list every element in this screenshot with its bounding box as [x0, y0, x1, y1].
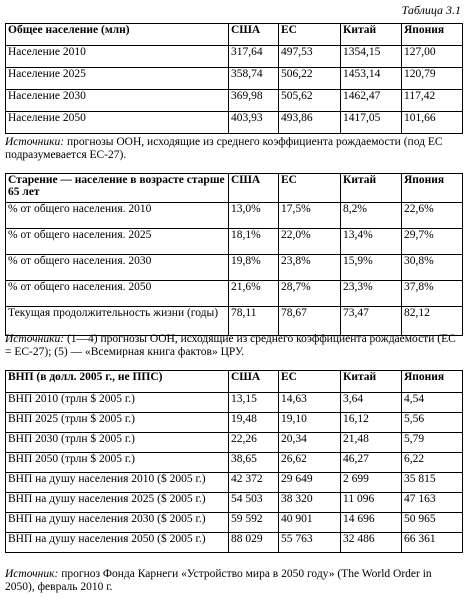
table-row [6, 68, 463, 90]
table-row [6, 533, 463, 553]
cell-value: 4,54 [402, 393, 463, 413]
table-row [6, 255, 463, 281]
cell-value: 28,7% [279, 281, 341, 307]
aging-table [5, 173, 463, 336]
cell-value: 11 096 [341, 493, 402, 513]
table-row [6, 453, 463, 473]
cell-value: 120,79 [402, 68, 463, 90]
cell-value: 46,27 [341, 453, 402, 473]
cell-value: 29,7% [402, 229, 463, 255]
cell-value: 40 901 [279, 513, 341, 533]
cell-value: 18,1% [229, 229, 279, 255]
cell-value: 73,47 [341, 307, 402, 336]
cell-value: 42 372 [229, 473, 279, 493]
cell-value: 117,42 [402, 90, 463, 112]
column-header: ЕС [279, 174, 341, 203]
column-header: Китай [341, 371, 402, 393]
cell-value: 23,3% [341, 281, 402, 307]
row-label: Население 2030 [6, 90, 229, 112]
table-caption: Таблица 3.1 [401, 3, 461, 17]
table-header-row [6, 24, 463, 46]
table-row [6, 513, 463, 533]
cell-value: 1453,14 [341, 68, 402, 90]
cell-value: 369,98 [229, 90, 279, 112]
source-note [5, 568, 462, 594]
population-table [5, 23, 463, 134]
cell-value: 32 486 [341, 533, 402, 553]
cell-value: 13,0% [229, 203, 279, 229]
gdp-table [5, 370, 463, 553]
cell-value: 59 592 [229, 513, 279, 533]
source-label: Источник: [5, 568, 59, 580]
cell-value: 21,48 [341, 433, 402, 453]
cell-value: 23,8% [279, 255, 341, 281]
cell-value: 493,86 [279, 112, 341, 134]
table-row [6, 473, 463, 493]
cell-value: 21,6% [229, 281, 279, 307]
row-label: ВНП 2030 (трлн $ 2005 г.) [6, 433, 229, 453]
row-label: ВНП на душу населения 2010 ($ 2005 г.) [6, 473, 229, 493]
cell-value: 127,00 [402, 46, 463, 68]
cell-value: 22,6% [402, 203, 463, 229]
row-label: ВНП на душу населения 2025 ($ 2005 г.) [6, 493, 229, 513]
row-label: % от общего населения. 2010 [6, 203, 229, 229]
row-label: ВНП 2010 (трлн $ 2005 г.) [6, 393, 229, 413]
cell-value: 506,22 [279, 68, 341, 90]
cell-value: 19,8% [229, 255, 279, 281]
table-row [6, 90, 463, 112]
cell-value: 22,26 [229, 433, 279, 453]
table-row [6, 307, 463, 336]
column-header: Япония [402, 174, 463, 203]
row-label: % от общего населения. 2030 [6, 255, 229, 281]
cell-value: 82,12 [402, 307, 463, 336]
table-row [6, 281, 463, 307]
table-row [6, 229, 463, 255]
column-header: Китай [341, 174, 402, 203]
row-label: % от общего населения. 2050 [6, 281, 229, 307]
column-header: США [229, 174, 279, 203]
row-label: Население 2010 [6, 46, 229, 68]
cell-value: 1354,15 [341, 46, 402, 68]
row-label: Население 2050 [6, 112, 229, 134]
cell-value: 22,0% [279, 229, 341, 255]
cell-value: 14,63 [279, 393, 341, 413]
table-row [6, 203, 463, 229]
cell-value: 19,48 [229, 413, 279, 433]
row-label: ВНП 2025 (трлн $ 2005 г.) [6, 413, 229, 433]
cell-value: 6,22 [402, 453, 463, 473]
cell-value: 37,8% [402, 281, 463, 307]
table-title: Старение — население в возрасте старше 65 лет [6, 174, 229, 203]
cell-value: 14 696 [341, 513, 402, 533]
row-label: % от общего населения. 2025 [6, 229, 229, 255]
cell-value: 38,65 [229, 453, 279, 473]
cell-value: 15,9% [341, 255, 402, 281]
row-label: ВНП на душу населения 2050 ($ 2005 г.) [6, 533, 229, 553]
cell-value: 16,12 [341, 413, 402, 433]
cell-value: 54 503 [229, 493, 279, 513]
row-label: ВНП на душу населения 2030 ($ 2005 г.) [6, 513, 229, 533]
cell-value: 20,34 [279, 433, 341, 453]
cell-value: 1462,47 [341, 90, 402, 112]
source-note [5, 136, 462, 162]
cell-value: 17,5% [279, 203, 341, 229]
cell-value: 8,2% [341, 203, 402, 229]
table-row [6, 46, 463, 68]
column-header: США [229, 24, 279, 46]
cell-value: 317,64 [229, 46, 279, 68]
cell-value: 19,10 [279, 413, 341, 433]
source-label: Источники: [5, 333, 65, 345]
cell-value: 101,66 [402, 112, 463, 134]
table-header-row [6, 174, 463, 203]
source-note [5, 333, 462, 359]
cell-value: 1417,05 [341, 112, 402, 134]
source-label: Источники: [5, 136, 65, 148]
cell-value: 29 649 [279, 473, 341, 493]
cell-value: 497,53 [279, 46, 341, 68]
cell-value: 78,11 [229, 307, 279, 336]
table-title: ВНП (в долл. 2005 г., не ППС) [6, 371, 229, 393]
table-row [6, 433, 463, 453]
cell-value: 13,15 [229, 393, 279, 413]
cell-value: 403,93 [229, 112, 279, 134]
source-text: прогнозы ООН, исходящие из среднего коэффициента рождаемости (под ЕС подразумевается ЕС-27). [5, 136, 443, 161]
table-row [6, 413, 463, 433]
column-header: ЕС [279, 24, 341, 46]
column-header: ЕС [279, 371, 341, 393]
table-row [6, 493, 463, 513]
cell-value: 66 361 [402, 533, 463, 553]
source-text: прогноз Фонда Карнеги «Устройство мира в 2050 году» (The World Order in 2050), февраль 2010 г. [5, 568, 432, 593]
cell-value: 5,56 [402, 413, 463, 433]
column-header: Китай [341, 24, 402, 46]
column-header: США [229, 371, 279, 393]
cell-value: 2 699 [341, 473, 402, 493]
source-text: (1—4) прогнозы ООН, исходящие из среднего коэффициента рождаемости (ЕС = ЕС-27); (5) — «Всемирная книга фактов» ЦРУ. [5, 333, 456, 358]
column-header: Япония [402, 371, 463, 393]
row-label: Текущая продолжительность жизни (годы) [6, 307, 229, 336]
cell-value: 3,64 [341, 393, 402, 413]
cell-value: 88 029 [229, 533, 279, 553]
cell-value: 505,62 [279, 90, 341, 112]
table-title: Общее население (млн) [6, 24, 229, 46]
cell-value: 47 163 [402, 493, 463, 513]
column-header: Япония [402, 24, 463, 46]
cell-value: 30,8% [402, 255, 463, 281]
cell-value: 13,4% [341, 229, 402, 255]
cell-value: 358,74 [229, 68, 279, 90]
table-row [6, 393, 463, 413]
row-label: ВНП 2050 (трлн $ 2005 г.) [6, 453, 229, 473]
cell-value: 38 320 [279, 493, 341, 513]
cell-value: 26,62 [279, 453, 341, 473]
table-header-row [6, 371, 463, 393]
table-row [6, 112, 463, 134]
cell-value: 78,67 [279, 307, 341, 336]
row-label: Население 2025 [6, 68, 229, 90]
cell-value: 35 815 [402, 473, 463, 493]
cell-value: 55 763 [279, 533, 341, 553]
cell-value: 50 965 [402, 513, 463, 533]
cell-value: 5,79 [402, 433, 463, 453]
